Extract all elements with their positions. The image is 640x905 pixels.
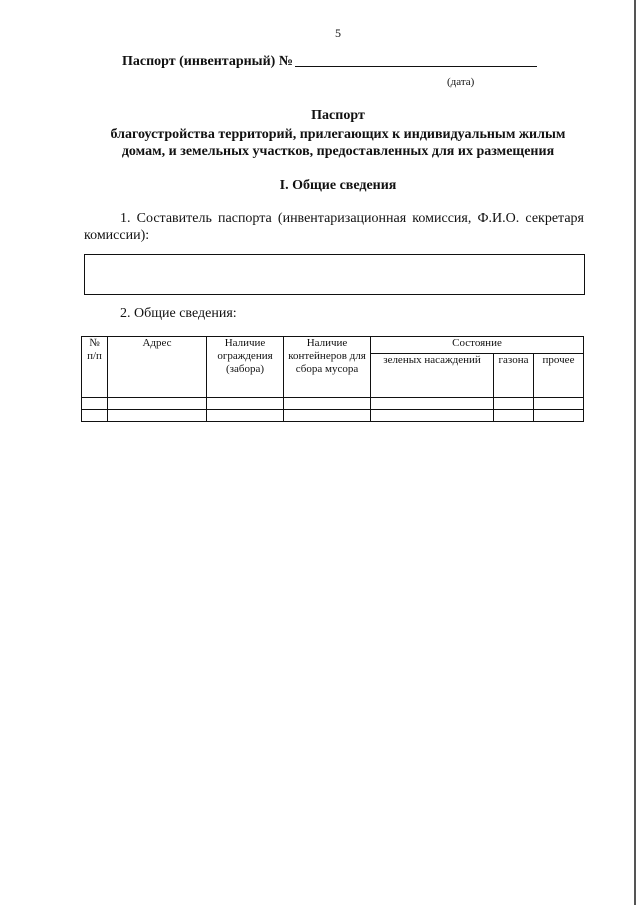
table-cell[interactable] [284, 398, 371, 410]
header-containers: Наличие контейнеров для сбора мусора [284, 337, 371, 398]
header-address: Адрес [108, 337, 207, 398]
table-cell[interactable] [82, 410, 108, 422]
table-cell[interactable] [108, 410, 207, 422]
table-cell[interactable] [494, 410, 534, 422]
table-row [82, 410, 584, 422]
header-green: зеленых насаждений [371, 354, 494, 398]
table-cell[interactable] [534, 410, 584, 422]
table-cell[interactable] [494, 398, 534, 410]
subtitle-line-1: благоустройства территорий, прилегающих к индивидуальным жилым [110, 127, 566, 142]
header-num: № п/п [82, 337, 108, 398]
passport-number-line [122, 52, 537, 70]
header-state: Состояние [371, 337, 584, 354]
table-cell[interactable] [284, 410, 371, 422]
subtitle-line-2: домам, и земельных участков, предоставленных для их размещения [121, 144, 555, 159]
table-cell[interactable] [371, 398, 494, 410]
document-title: Паспорт [311, 108, 365, 123]
section-title: I. Общие сведения [279, 178, 397, 193]
table-cell[interactable] [108, 398, 207, 410]
compiler-paragraph: 1. Составитель паспорта (инвентаризационная комиссия, Ф.И.О. секретаря комиссии): [84, 211, 584, 243]
header-lawn: газона [494, 354, 534, 398]
general-info-paragraph: 2. Общие сведения: [120, 306, 237, 321]
table-cell[interactable] [534, 398, 584, 410]
table-cell[interactable] [207, 398, 284, 410]
compiler-input-box[interactable] [84, 254, 585, 295]
general-info-table [81, 336, 584, 422]
table-cell[interactable] [371, 410, 494, 422]
date-label: (дата) [447, 76, 475, 88]
document-subtitle [0, 126, 640, 160]
passport-number-label: Паспорт (инвентарный) № [122, 54, 293, 69]
table-cell[interactable] [207, 410, 284, 422]
table-row [82, 398, 584, 410]
page-number: 5 [335, 26, 341, 40]
header-fence: Наличие ограждения (забора) [207, 337, 284, 398]
table-cell[interactable] [82, 398, 108, 410]
header-other: прочее [534, 354, 584, 398]
passport-number-field[interactable] [295, 52, 537, 67]
